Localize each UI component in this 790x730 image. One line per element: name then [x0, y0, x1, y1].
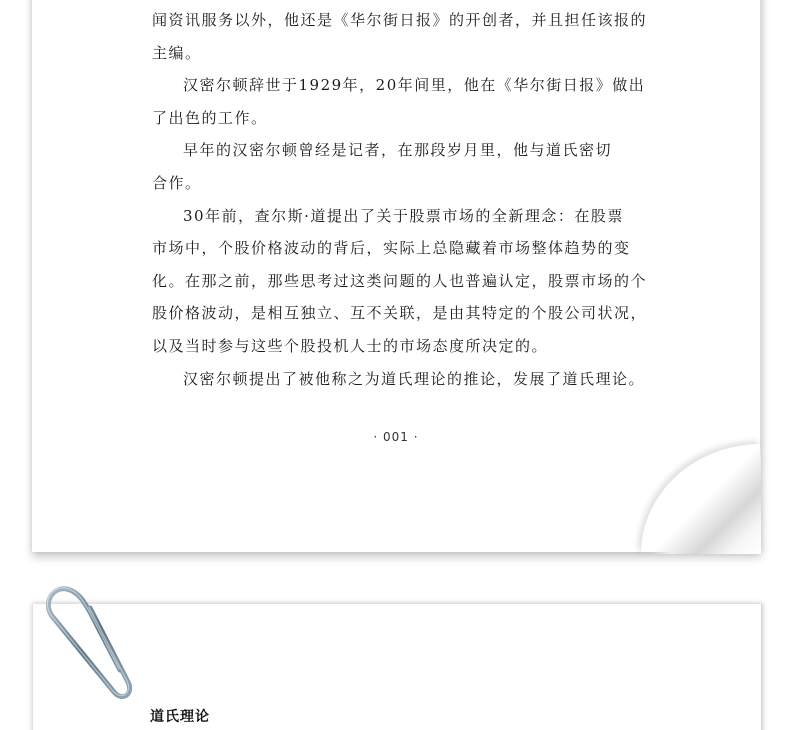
text-line: 了出色的工作。	[152, 108, 268, 127]
text-line: 汉密尔顿提出了被他称之为道氏理论的推论，发展了道氏理论。	[183, 369, 646, 388]
text-line: 闻资讯服务以外，他还是《华尔街日报》的开创者，并且担任该报的	[152, 11, 648, 29]
text-line: 股价格波动，是相互独立、互不关联，是由其特定的个股公司状况，	[152, 304, 648, 323]
page-curl	[641, 444, 761, 554]
paperclip-icon	[34, 582, 144, 702]
text-line: 合作。	[152, 173, 202, 192]
text-line: 早年的汉密尔顿曾经是记者，在那段岁月里，他与道氏密切	[183, 141, 613, 160]
page-number: · 001 ·	[373, 430, 419, 444]
document-page-top	[32, 0, 761, 552]
text-line: 主编。	[152, 43, 202, 62]
body-text	[152, 0, 664, 395]
text-line: 30年前，查尔斯·道提出了关于股票市场的全新理念：在股票	[183, 206, 624, 225]
text-line: 市场中，个股价格波动的背后，实际上总隐藏着市场整体趋势的变	[152, 239, 631, 258]
text-line: 汉密尔顿辞世于1929年，20年间里，他在《华尔街日报》做出	[183, 76, 646, 95]
text-line: 化。在那之前，那些思考过这类问题的人也普遍认定，股票市场的个	[152, 271, 648, 290]
text-line: 以及当时参与这些个股投机人士的市场态度所决定的。	[152, 336, 549, 355]
section-title: 道氏理论	[150, 709, 210, 725]
